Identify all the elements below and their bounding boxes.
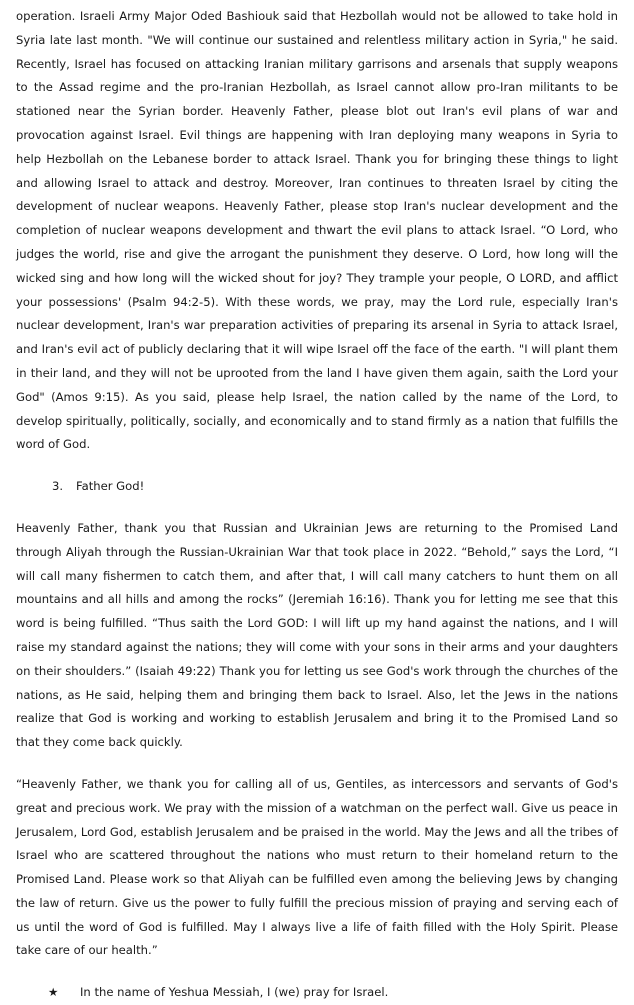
closing-line	[16, 981, 618, 1005]
section-heading	[16, 475, 618, 499]
spacer	[16, 963, 618, 981]
prayer-paragraph-iran: operation. Israeli Army Major Oded Bashiouk said that Hezbollah would not be allowed to take hold in Syria late last month. "We will continue our sustained and relentless military action in Syria," he said. Recently, Israel has focused on attacking Iranian military garrisons and arsenals that supply weapons to the Assad regime and the pro-Iranian Hezbollah, as Israel cannot allow pro-Iran militants to be stationed near the Syrian border. Heavenly Father, please blot out Iran's evil plans of war and provocation against Israel. Evil things are happening with Iran deploying many weapons in Syria to help Hezbollah on the Lebanese border to attack Israel. Thank you for bringing these things to light and allowing Israel to attack and destroy. Moreover, Iran continues to threaten Israel by citing the development of nuclear weapons. Heavenly Father, please stop Iran's nuclear development and the completion of nuclear weapons development and thwart the evil plans to attack Israel. “O Lord, who judges the world, rise and give the arrogant the punishment they deserve. O Lord, how long will the wicked sing and how long will the wicked shout for joy? They trample your people, O LORD, and afflict your possessions' (Psalm 94:2-5). With these words, we pray, may the Lord rule, especially Iran's nuclear development, Iran's war preparation activities of preparing its arsenal in Syria to attack Israel, and Iran's evil act of publicly declaring that it will wipe Israel off the face of the earth. "I will plant them in their land, and they will not be uprooted from the land I have given them again, saith the Lord your God" (Amos 9:15). As you said, please help Israel, the nation called by the name of the Lord, to develop spiritually, politically, socially, and economically and to stand firmly as a nation that fulfills the word of God.	[16, 9, 618, 452]
spacer	[16, 499, 618, 517]
closing-text: In the name of Yeshua Messiah, I (we) pray for Israel.	[80, 985, 389, 1000]
prayer-paragraph-aliyah: Heavenly Father, thank you that Russian and Ukrainian Jews are returning to the Promised Land through Aliyah through the Russian-Ukrainian War that took place in 2022. “Behold,” says the Lord, “I will call many fishermen to catch them, and after that, I will call many catchers to hunt them on all mountains and all hills and among the rocks” (Jeremiah 16:16). Thank you for letting me see that this word is being fulfilled. “Thus saith the Lord GOD: I will lift up my hand against the nations, and I will raise my standard against the nations; they will come with your sons in their arms and your daughters on their shoulders.” (Isaiah 49:22) Thank you for letting us see God's work through the churches of the nations, as He said, helping them and bringing them back to Israel. Also, let the Jews in the nations realize that God is working and working to establish Jerusalem and bring it to the Promised Land so that they come back quickly.	[16, 520, 618, 750]
prayer-paragraph-gentiles: “Heavenly Father, we thank you for calling all of us, Gentiles, as intercessors and servants of God's great and precious work. We pray with the mission of a watchman on the perfect wall. Give us peace in Jerusalem, Lord God, establish Jerusalem and be praised in the world. May the Jews and all the tribes of Israel who are scattered throughout the nations who must return to their homeland return to the Promised Land. Please work so that Aliyah can be fulfilled even among the believing Jews by changing the law of return. Give us the power to fully fulfill the precious mission of praying and serving each of us until the word of God is fulfilled. May I always live a life of faith filled with the Holy Spirit. Please take care of our health.”	[16, 776, 618, 958]
section-number: 3.	[52, 479, 64, 494]
spacer	[16, 457, 618, 475]
spacer	[16, 755, 618, 773]
section-title: Father God!	[76, 479, 145, 494]
document-page	[16, 5, 618, 1005]
star-icon: ★	[48, 985, 59, 1000]
